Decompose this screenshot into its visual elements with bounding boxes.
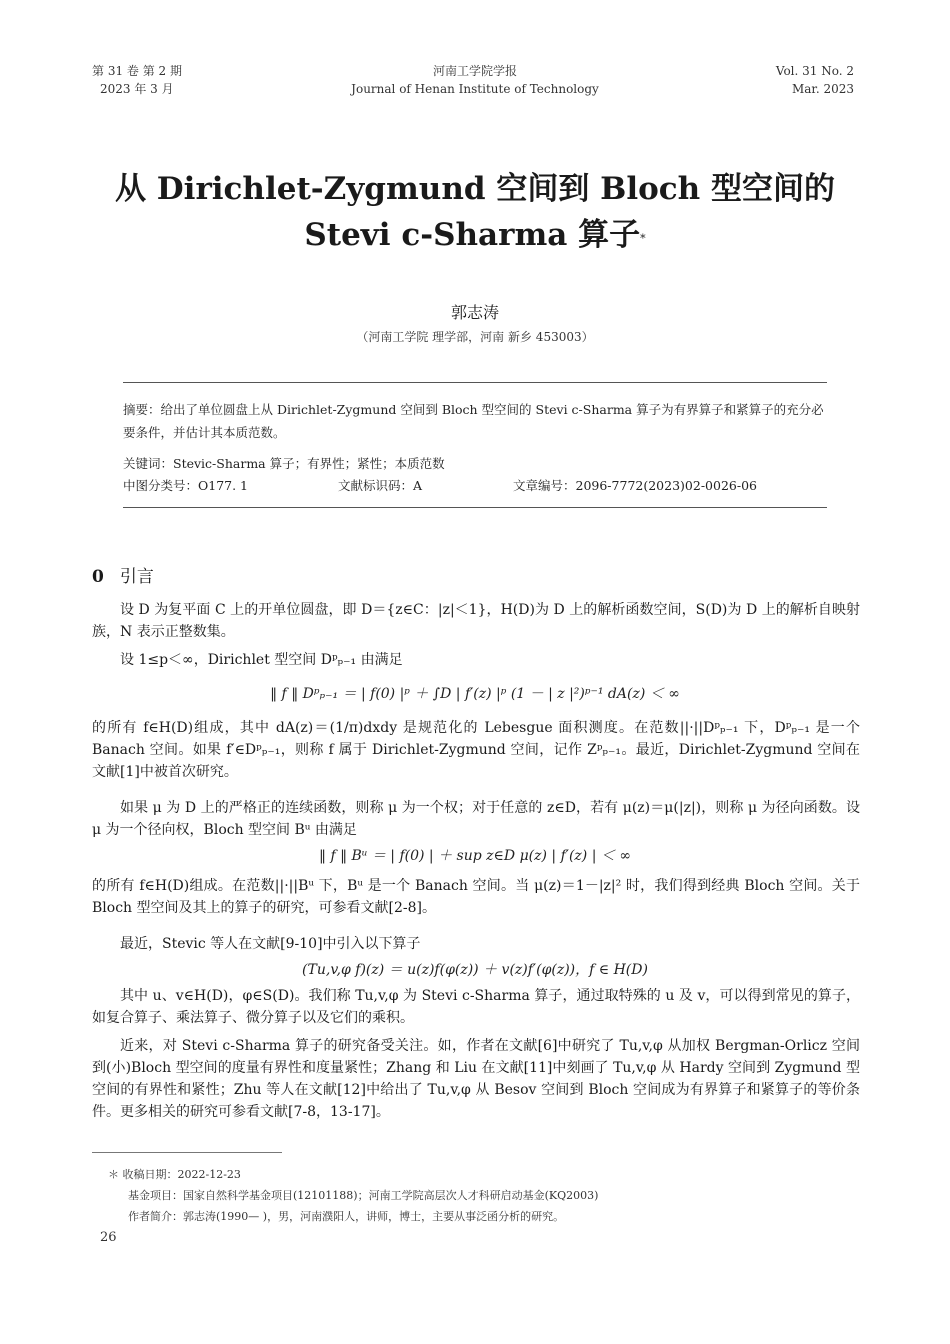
paper-title-line2-text: Stevi c-Sharma 算子 [304, 217, 641, 253]
section-heading [92, 562, 154, 587]
equation-dirichlet-norm: ‖ f ‖ Dᵖₚ₋₁ ＝ | f(0) |ᵖ ＋ ∫D | f′(z) |ᵖ (1 － | z |²)ᵖ⁻¹ dA(z) ＜ ∞ [270, 686, 680, 702]
issue-date-en: Mar. 2023 [791, 82, 854, 96]
footnote-author-bio: 作者简介：郭志涛(1990— )，男，河南濮阳人，讲师，博士，主要从事泛函分析的研究。 [128, 1210, 565, 1223]
abstract-bottom-rule [123, 507, 827, 508]
footnote-fund: 基金项目：国家自然科学基金项目(12101188)；河南工学院高层次人才科研启动基金(KQ2003) [128, 1189, 599, 1202]
paragraph-3: 的所有 f∈H(D)组成，其中 dA(z)＝(1/π)dxdy 是规范化的 Lebesgue 面积测度。在范数||·||Dᵖₚ₋₁ 下，Dᵖₚ₋₁ 是一个 Banach 空间。如果 f′∈Dᵖₚ₋₁，则称 f 属于 Dirichlet-Zygmund 空间，记作 Zᵖₚ₋₁。最近，Dirichlet-Zygmund 空间在文献[1]中被首次研究。 [92, 720, 860, 780]
page-number: 26 [100, 1230, 117, 1245]
equation-bloch-norm: ‖ f ‖ Bᵘ ＝ | f(0) | ＋ sup z∈D μ(z) | f′(z) | ＜ ∞ [319, 848, 631, 864]
paragraph-4: 如果 μ 为 D 上的严格正的连续函数，则称 μ 为一个权；对于任意的 z∈D，若有 μ(z)＝μ(|z|)，则称 μ 为径向函数。设 μ 为一个径向权，Bloch 型空间 Bᵘ 由满足 [92, 800, 860, 838]
footnote-rule [92, 1152, 282, 1153]
keywords-label: 关键词： [123, 456, 174, 471]
keywords [123, 452, 827, 475]
footnote-received: ＊ 收稿日期：2022-12-23 [108, 1168, 241, 1181]
volume-issue: 第 31 卷 第 2 期 [92, 64, 182, 78]
paper-title-line2 [0, 212, 950, 258]
abstract-top-rule [123, 382, 827, 383]
issue-date-cn: 2023 年 3 月 [100, 82, 174, 96]
abstract [123, 398, 827, 444]
title-footnote-mark: * [640, 232, 646, 245]
paragraph-8: 近来，对 Stevi c-Sharma 算子的研究备受关注。如，作者在文献[6]中研究了 Tu,v,φ 从加权 Bergman-Orlicz 空间到(小)Bloch 型空间的度量有界性和度量紧性；Zhang 和 Liu 在文献[11]中刻画了 Tu,v,φ 从 Hardy 空间到 Zygmund 型空间的有界性和紧性；Zhu 等人在文献[12]中给出了 Tu,v,φ 从 Besov 空间到 Bloch 空间成为有界算子和紧算子的等价条件。更多相关的研究可参看文献[7-8，13-17]。 [92, 1038, 860, 1120]
paragraph-7: 其中 u、v∈H(D)，φ∈S(D)。我们称 Tu,v,φ 为 Stevi c-Sharma 算子，通过取特殊的 u 及 v，可以得到常见的算子，如复合算子、乘法算子、微分算子以及它们的乘积。 [92, 988, 860, 1026]
clc-number: 中图分类号：O177. 1 [123, 478, 249, 493]
volume-issue-en: Vol. 31 No. 2 [775, 64, 854, 78]
paragraph-5: 的所有 f∈H(D)组成。在范数||·||Bᵘ 下，Bᵘ 是一个 Banach 空间。当 μ(z)＝1－|z|² 时，我们得到经典 Bloch 空间。关于 Bloch 型空间及其上的算子的研究，可参看文献[2-8]。 [92, 878, 860, 916]
paragraph-1: 设 D 为复平面 C 上的开单位圆盘，即 D＝{z∈C：|z|＜1}，H(D)为 D 上的解析函数空间，S(D)为 D 上的解析自映射族，N 表示正整数集。 [92, 602, 860, 640]
keywords-text: Stevic-Sharma 算子；有界性；紧性；本质范数 [173, 456, 445, 471]
journal-name-cn: 河南工学院学报 [432, 64, 517, 78]
abstract-label: 摘要： [123, 402, 161, 417]
section-title: 引言 [119, 567, 154, 587]
journal-volume-en [776, 62, 854, 98]
author-name: 郭志涛 [450, 303, 499, 322]
section-number: 0 [92, 567, 104, 587]
journal-name-en: Journal of Henan Institute of Technology [351, 82, 599, 96]
author-affiliation: （河南工学院 理学部，河南 新乡 453003） [356, 330, 594, 344]
paragraph-6: 最近，Stevic 等人在文献[9-10]中引入以下算子 [120, 936, 421, 952]
article-number: 文章编号：2096-7772(2023)02-0026-06 [513, 478, 757, 493]
abstract-text: 给出了单位圆盘上从 Dirichlet-Zygmund 空间到 Bloch 型空间的 Stevi c-Sharma 算子为有界算子和紧算子的充分必要条件，并估计其本质范数。 [123, 402, 824, 440]
paragraph-2: 设 1≤p＜∞，Dirichlet 型空间 Dᵖₚ₋₁ 由满足 [120, 652, 403, 668]
paper-title-line1: 从 Dirichlet-Zygmund 空间到 Bloch 型空间的 [115, 171, 835, 207]
equation-stevic-sharma: (Tu,v,φ f)(z) ＝ u(z)f(φ(z)) ＋ v(z)f′(φ(z))，f ∈ H(D) [302, 962, 648, 978]
document-code: 文献标识码：A [338, 478, 423, 493]
